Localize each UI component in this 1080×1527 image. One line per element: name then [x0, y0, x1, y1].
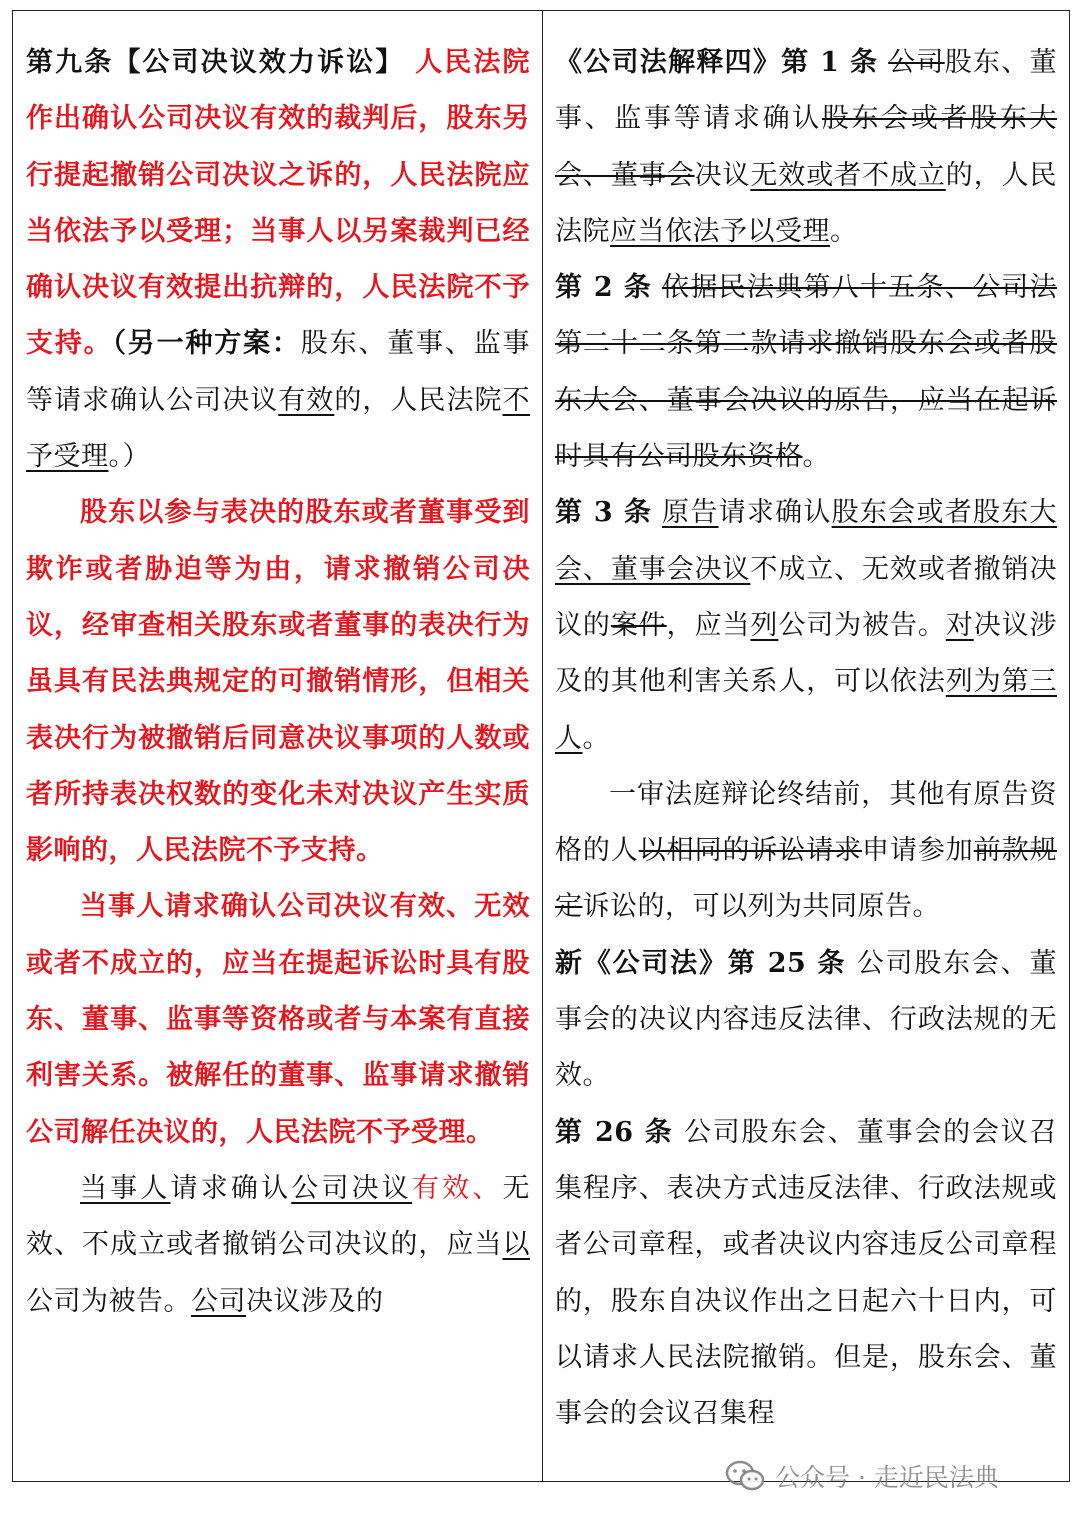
strike-text: 以相同的诉讼请求: [638, 835, 863, 867]
plain-text: 公司股东会、董事会的决议内容违反法律、行政法规的无效。: [555, 947, 1058, 1092]
watermark: [725, 1456, 999, 1496]
plain-text: 公司为被告。: [26, 1285, 191, 1317]
plain-text: 。: [802, 441, 830, 473]
column-divider: [542, 11, 543, 1481]
plain-text: 公司股东会、董事会的会议召集程序、表决方式违反法律、行政法规或者公司章程，或者决议内容违反公司章程的，股东自决议作出之日起六十日内，可以请求人民法院撤销。但是，股东会、董事会的会议召集程: [555, 1116, 1058, 1430]
underline-text: 列: [750, 609, 779, 641]
left-paragraph-4: [26, 1161, 530, 1330]
strike-text: 前款规定: [555, 835, 1058, 923]
alt-plan-underline: 不予受理: [26, 384, 531, 473]
plain-text: 不成立、无效或者撤销决议的: [555, 553, 1058, 641]
plain-text: 公司为被告。: [778, 609, 946, 641]
article-label: 新《公司法》第 25 条: [555, 947, 847, 979]
right-column: [555, 35, 1057, 1442]
article-9-title: 第九条【公司决议效力诉讼】: [26, 47, 405, 78]
underline-text: 原告: [662, 497, 719, 529]
plain-text: 的，人民法院: [555, 159, 1058, 247]
plain-text: 决议涉及的: [246, 1285, 384, 1317]
wechat-icon: [725, 1459, 765, 1493]
article-9-red-text: 人民法院作出确认公司决议有效的裁判后，股东另行提起撤销公司决议之诉的，人民法院应当依法予以受理；当事人以另案裁判已经确认决议有效提出抗辩的，人民法院不予支持。: [26, 47, 531, 360]
plain-text: 请求确认: [718, 497, 832, 529]
article-label: 第 3 条: [555, 497, 653, 529]
left-paragraph-3: 当事人请求确认公司决议有效、无效或者不成立的，应当在提起诉讼时具有股东、董事、监事等资格或者与本案有直接利害关系。被解任的董事、监事请求撤销公司解任决议的，人民法院不予受理。: [26, 891, 530, 1148]
strike-text: 依据民法典第八十五条、公司法第二十二条第二款请求撤销股东会或者股东大会、董事会决议的原告，应当在起诉时具有公司股东资格: [555, 272, 1057, 473]
left-column: [26, 35, 530, 1330]
article-label: 《公司法解释四》第 1 条: [555, 47, 879, 78]
underline-text: 对: [945, 609, 974, 641]
plain-text: 请求确认: [170, 1172, 292, 1204]
underline-text: 列为第三人: [555, 666, 1058, 754]
alt-plan-text: 股东、董事、监事等请求确认公司决议: [26, 328, 531, 416]
right-article-3: [555, 485, 1057, 766]
plain-text: 决议: [694, 159, 751, 191]
underline-text: 股东会或者股东大会、董事会决议: [555, 497, 1058, 585]
strike-text: 公司: [888, 47, 945, 78]
plain-text: 诉讼的，可以列为共同原告。: [582, 891, 940, 923]
plain-text: 申请参加: [862, 835, 974, 867]
alt-plan-close: 。）: [108, 441, 150, 473]
comparison-table: [12, 10, 1070, 1482]
right-article-3-para-2: [555, 767, 1057, 936]
plain-text: 股东、董事、监事等请求确认: [555, 47, 1058, 135]
alt-plan-label: （另一种方案：: [112, 328, 301, 360]
underline-text: 公司决议: [291, 1172, 412, 1204]
red-text: 有效、: [411, 1172, 503, 1204]
left-paragraph-2: 股东以参与表决的股东或者董事受到欺诈或者胁迫等为由，请求撤销公司决议，经审查相关股东或者董事的表决行为虽具有民法典规定的可撤销情形，但相关表决行为被撤销后同意决议事项的人数或者所持表决权数的变化未对决议产生实质影响的，人民法院不予支持。: [26, 497, 530, 867]
plain-text: 一审法庭辩论终结前，其他有原告资格的人: [555, 778, 1057, 867]
underline-text: 当事人: [80, 1172, 171, 1204]
alt-plan-underline: 有效: [278, 384, 335, 416]
underline-text: 公司: [191, 1285, 246, 1317]
right-article-26: [555, 1105, 1057, 1443]
underline-text: 以: [502, 1229, 530, 1261]
plain-text: 决议涉及的其他利害关系人，可以依法: [555, 609, 1058, 698]
plain-text: 。: [830, 215, 858, 247]
plain-text: 无效、不成立或者撤销公司决议的，应当: [26, 1172, 531, 1261]
article-label: 第 2 条: [555, 272, 653, 304]
plain-text: ，应当: [666, 609, 751, 641]
left-article-9: [26, 35, 530, 485]
right-article-1: [555, 35, 1057, 260]
strike-text: 案件: [610, 609, 667, 641]
strike-text: 股东会或者股东大会、董事会: [555, 103, 1057, 191]
alt-plan-text: 的，人民法院: [334, 384, 503, 416]
underline-text: 无效或者不成立: [750, 159, 946, 191]
right-article-2: [555, 260, 1057, 485]
underline-text: 应当依法予以受理: [610, 215, 830, 247]
article-label: 第 26 条: [555, 1116, 674, 1148]
plain-text: 。: [582, 722, 610, 754]
right-article-25: [555, 936, 1057, 1105]
watermark-text: 公众号 · 走近民法典: [775, 1463, 999, 1492]
